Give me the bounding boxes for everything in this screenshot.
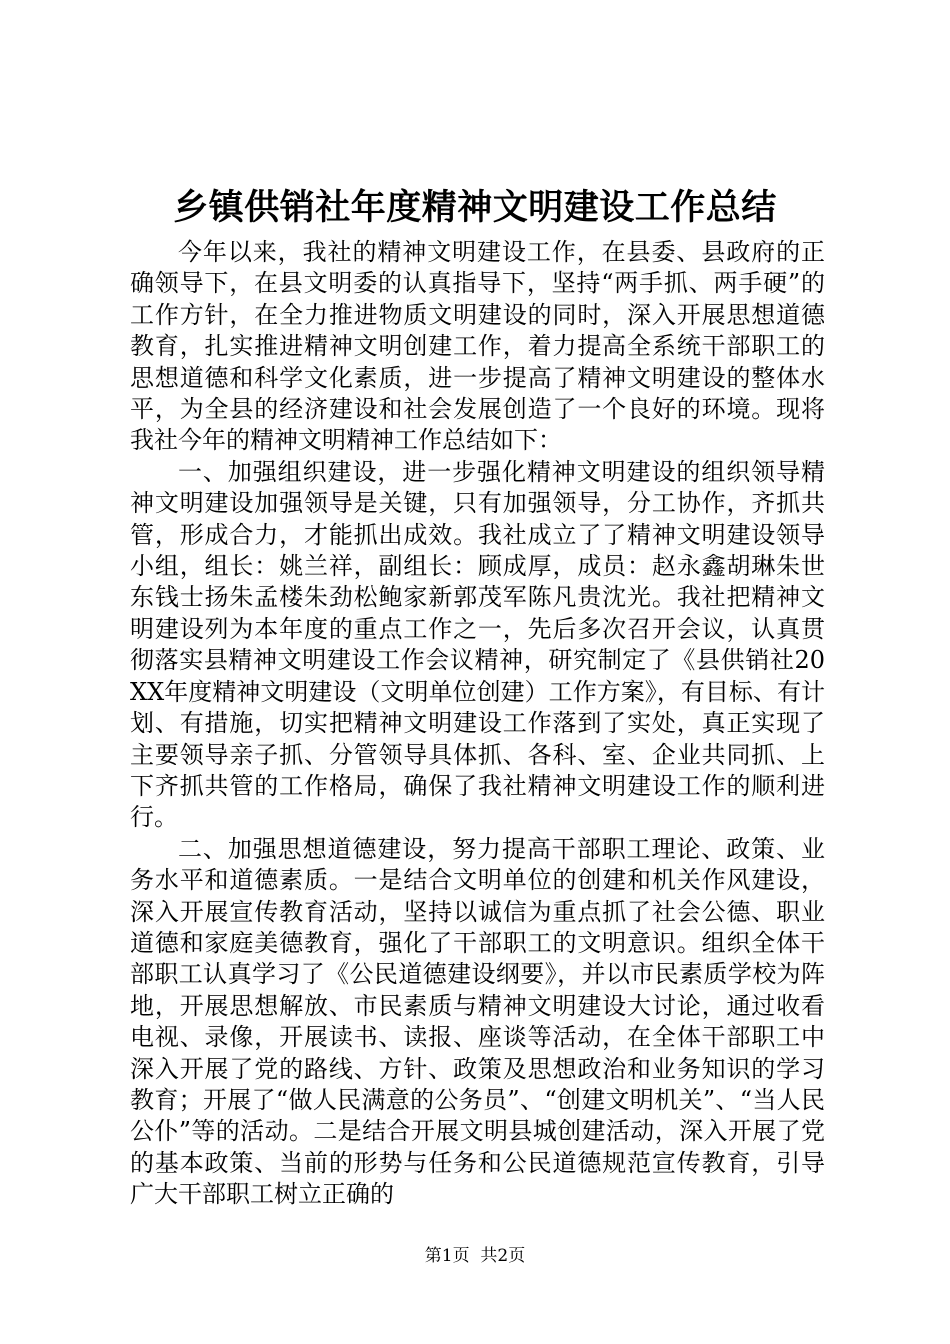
paragraph-intro: 今年以来，我社的精神文明建设工作，在县委、县政府的正确领导下，在县文明委的认真指导下，坚持“两手抓、两手硬”的工作方针，在全力推进物质文明建设的同时，深入开展思想道德教育，扎实推进精神文明创建工作，着力提高全系统干部职工的思想道德和科学文化素质，进一步提高了精神文明建设的整体水平，为全县的经济建设和社会发展创造了一个良好的环境。现将我社今年的精神文明精神工作总结如下： bbox=[130, 238, 825, 455]
document-title: 乡镇供销社年度精神文明建设工作总结 bbox=[173, 187, 777, 228]
footer-separator bbox=[470, 1246, 481, 1266]
paragraph-section-2: 二、加强思想道德建设，努力提高干部职工理论、政策、业务水平和道德素质。一是结合文明单位的创建和机关作风建设，深入开展宣传教育活动，坚持以诚信为重点抓了社会公德、职业道德和家庭美德教育，强化了干部职工的文明意识。组织全体干部职工认真学习了《公民道德建设纲要》，并以市民素质学校为阵地，开展思想解放、市民素质与精神文明建设大讨论，通过收看电视、录像，开展读书、读报、座谈等活动，在全体干部职工中深入开展了党的路线、方针、政策及思想政治和业务知识的学习教育；开展了“做人民满意的公务员”、“创建文明机关”、“当人民公仆”等的活动。二是结合开展文明县城创建活动，深入开展了党的基本政策、当前的形势与任务和公民道德规范宣传教育，引导广大干部职工树立正确的 bbox=[130, 834, 825, 1209]
page-number-total: 共2页 bbox=[480, 1246, 526, 1266]
page-number-current: 第1页 bbox=[424, 1246, 470, 1266]
document-body bbox=[130, 237, 825, 1211]
paragraph-section-1: 一、加强组织建设，进一步强化精神文明建设的组织领导精神文明建设加强领导是关键，只有加强领导，分工协作，齐抓共管，形成合力，才能抓出成效。我社成立了了精神文明建设领导小组，组长：姚兰祥，副组长：顾成厚，成员：赵永鑫胡琳朱世东钱士扬朱孟楼朱劲松鲍家新郭茂军陈凡贵沈光。我社把精神文明建设列为本年度的重点工作之一，先后多次召开会议，认真贯彻落实县精神文明建设工作会议精神，研究制定了《县供销社20XX年度精神文明建设（文明单位创建）工作方案》，有目标、有计划、有措施，切实把精神文明建设工作落到了实处，真正实现了主要领导亲子抓、分管领导具体抓、各科、室、企业共同抓、上下齐抓共管的工作格局，确保了我社精神文明建设工作的顺利进行。 bbox=[130, 457, 825, 832]
page-footer bbox=[0, 1245, 950, 1267]
